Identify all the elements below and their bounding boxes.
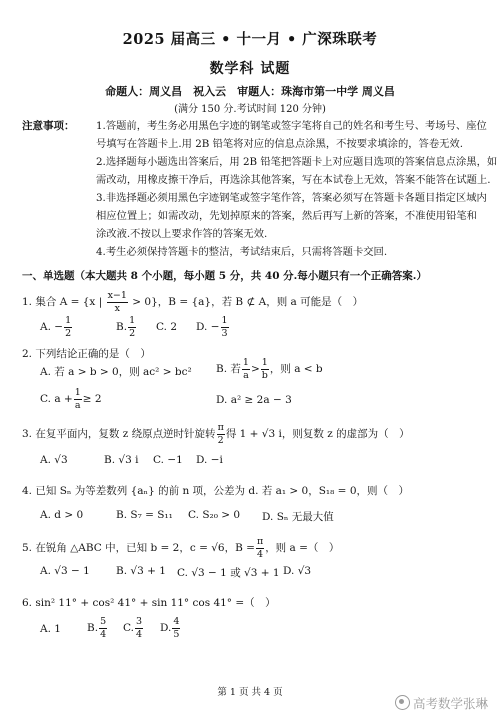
question-5-option-a: A. √3 − 1	[40, 565, 90, 577]
watermark-logo-icon	[395, 695, 410, 710]
question-1-option-b: B. $\frac{1}{2}$	[116, 315, 136, 339]
question-4-option-c: C. S₂₀ > 0	[188, 509, 241, 521]
question-2-option-c: C. a + $\frac{1}{a}$ ≥ 2	[40, 387, 102, 411]
question-6-option-a: A. 1	[40, 623, 61, 635]
question-6-option-d: D. $\frac{4}{5}$	[160, 616, 180, 640]
notice-item-1a: 1.答题前，考生务必用黑色字迹的钢笔或签字笔将自己的姓名和考生号、考场号、座位	[96, 120, 487, 132]
proposers-line: 命题人：周义昌 祝入云 审题人：珠海市第一中学 周义昌	[105, 85, 395, 98]
question-6-option-c: C. $\frac{3}{4}$	[123, 616, 143, 640]
question-2-option-a: A. 若 a > b > 0，则 ac² > bc²	[40, 366, 192, 378]
question-1-option-d: D. − $\frac{1}{3}$	[196, 315, 228, 339]
notice-label: 注意事项：	[22, 120, 75, 132]
question-5-option-c: C. √3 − 1 或 √3 + 1	[177, 567, 280, 579]
question-3-option-a: A. √3	[40, 454, 68, 466]
exam-meta: (满分 150 分.考试时间 120 分钟)	[174, 104, 326, 115]
notice-item-2a: 2.选择题每小题选出答案后，用 2B 铅笔把答题卡上对应题目选项的答案信息点涂黑，如	[96, 156, 498, 168]
question-6-stem: 6. sin² 11° + cos² 41° + sin 11° cos 41° =（ ）	[22, 597, 276, 609]
question-4-option-a: A. d > 0	[40, 509, 84, 521]
exam-title: 2025 届高三 • 十一月 • 广深珠联考	[122, 31, 378, 48]
page-footer: 第 1 页 共 4 页	[217, 687, 283, 698]
notice-item-3a: 3.非选择题必须用黑色字迹钢笔或签字笔作答，答案必须写在答题卡各题目指定区域内	[96, 192, 487, 204]
question-6-option-b: B. $\frac{5}{4}$	[87, 616, 107, 640]
question-3-stem: 3. 在复平面内，复数 z 绕原点逆时针旋转 $\frac{\pi}{2}$ 得 1 + √3 i，则复数 z 的虚部为（ ）	[22, 422, 410, 446]
notice-item-4: 4.考生必须保持答题卡的整洁，考试结束后，只需将答题卡交回.	[96, 246, 388, 258]
notice-item-3c: 涂改液.不按以上要求作答的答案无效.	[96, 228, 268, 240]
question-5-option-b: B. √3 + 1	[116, 565, 166, 577]
notice-item-1b: 号填写在答题卡上.用 2B 铅笔将对应的信息点涂黑，不按要求填涂的，答卷无效.	[96, 138, 464, 150]
notice-item-3b: 相应位置上；如需改动，先划掉原来的答案，然后再写上新的答案，不准使用铅笔和	[96, 210, 477, 222]
question-1-option-a: A. − $\frac{1}{2}$	[40, 315, 72, 339]
question-4-option-d: D. Sₙ 无最大值	[262, 511, 334, 523]
watermark: 高考数学张琳	[395, 694, 488, 712]
question-2-stem: 2. 下列结论正确的是（ ）	[22, 348, 151, 360]
question-4-stem: 4. 已知 Sₙ 为等差数列 {aₙ} 的前 n 项，公差为 d. 若 a₁ > 0，S₁₈ = 0，则（ ）	[22, 485, 410, 497]
question-1-option-c: C. 2	[156, 321, 178, 333]
question-4-option-b: B. S₇ = S₁₁	[116, 509, 173, 521]
question-3-option-c: C. −1	[153, 454, 183, 466]
question-1-stem: 1. 集合 A = {x | $\frac{x-1}{x}$ > 0}，B = {a}，若 B ⊄ A，则 a 可能是（ ）	[22, 290, 364, 314]
notice-item-2b: 需改动，用橡皮擦干净后，再选涂其他答案，写在本试卷上无效，答案不能答在试题上.	[96, 174, 491, 186]
question-5-stem: 5. 在锐角 △ABC 中，已知 b = 2，c = √6，B = $\frac{\pi}{4}$ ，则 a =（ ）	[22, 536, 340, 560]
question-3-option-d: D. −i	[196, 454, 223, 466]
question-5-option-d: D. √3	[283, 565, 312, 577]
exam-subject: 数学科 试题	[209, 61, 291, 77]
question-2-option-b: B. 若 $\frac{1}{a}$ > $\frac{1}{b}$ ，则 a < b	[216, 357, 323, 381]
question-2-option-d: D. a² ≥ 2a − 3	[216, 394, 292, 406]
question-3-option-b: B. √3 i	[104, 454, 139, 466]
section-heading: 一、单选题（本大题共 8 个小题，每小题 5 分，共 40 分.每小题只有一个正确答案.）	[22, 270, 427, 282]
